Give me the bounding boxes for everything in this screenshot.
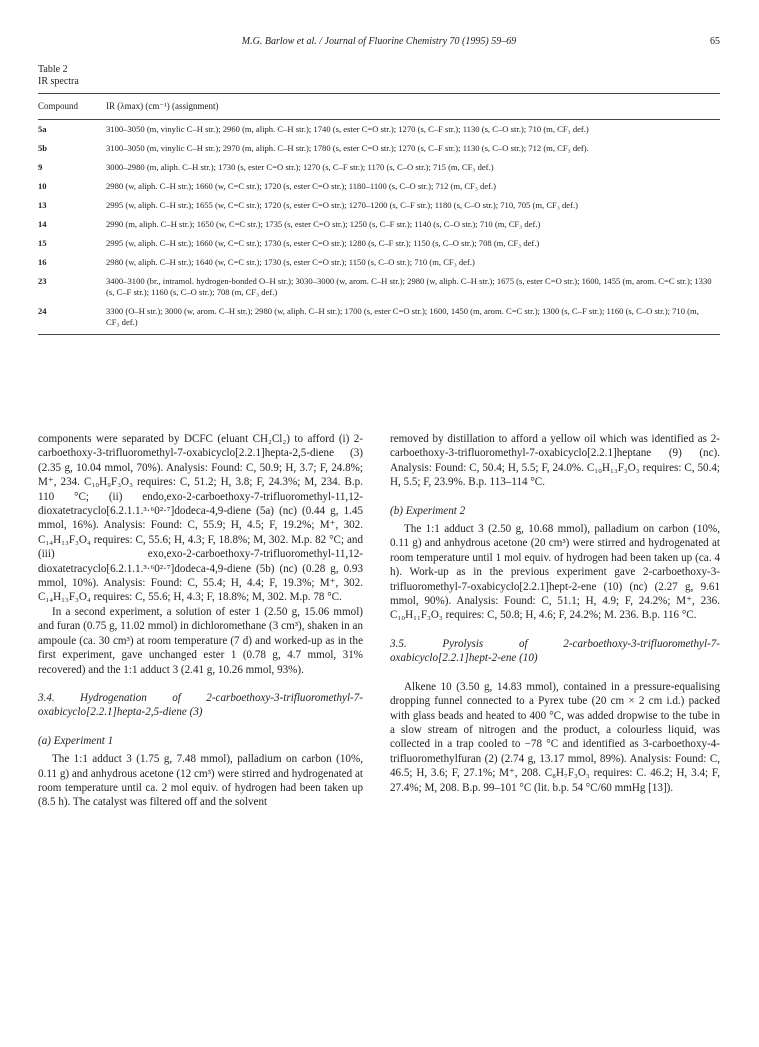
body-paragraph: removed by distillation to afford a yellow oil which was identified as 2-carboethoxy-3-trifluoromethyl-7-oxabicyclo[2.2.1]heptane (9) (nc). Analysis: Found: C, 50.4; H, 5.5; F, 24.0%. C₁₀H₁₃F₃O₃ requires: C, 50.4; H, 5.5; F, 23.9%. B.p. 113–114 °C.	[390, 433, 720, 489]
running-head	[38, 36, 720, 54]
table-label: Table 2	[38, 64, 68, 75]
right-column	[390, 432, 720, 795]
section-heading: 3.4. Hydrogenation of 2-carboethoxy-3-trifluoromethyl-7-oxabicyclo[2.2.1]hepta-2,5-diene (3)	[38, 691, 363, 719]
table-header-row	[38, 94, 720, 120]
compound-cell: 5b	[38, 143, 48, 153]
ir-cell: 2980 (w, aliph. C–H str.); 1660 (w, C=C str.); 1720 (s, ester C=O str.); 1180–1100 (s, C–O str.); 712 (m, CF₃ def.)	[106, 181, 497, 191]
ir-spectra-table	[38, 93, 720, 335]
compound-cell: 16	[38, 257, 47, 267]
table-row	[38, 158, 720, 177]
compound-cell: 14	[38, 219, 47, 229]
header-ir: IR (λmax) (cm⁻¹) (assignment)	[106, 94, 720, 120]
table-caption	[38, 64, 79, 88]
ir-cell: 2990 (m, aliph. C–H str.); 1650 (w, C=C str.); 1735 (s, ester C=O str.); 1250 (s, C–F str.); 1140 (s, C–O str.); 710 (m, CF₃ def.)	[106, 219, 541, 229]
compound-cell: 24	[38, 302, 106, 335]
compound-cell: 5a	[38, 124, 47, 134]
ir-cell: 2995 (w, aliph. C–H str.); 1655 (w, C=C str.); 1720 (s, ester C=O str.); 1270–1200 (s, C–F str.); 1180 (s, C–O str.); 710, 705 (m, CF₃ def.)	[106, 200, 578, 210]
table-row	[38, 234, 720, 253]
table-row	[38, 302, 720, 335]
section-heading: 3.5. Pyrolysis of 2-carboethoxy-3-trifluoromethyl-7-oxabicyclo[2.2.1]hept-2-ene (10)	[390, 637, 720, 665]
ir-cell: 3100–3050 (m, vinylic C–H str.); 2970 (m, aliph. C–H str.); 1780 (s, ester C=O str.); 1270 (s, C–F str.); 1130 (s, C–O str.); 712 (m, CF₃ def).	[106, 143, 589, 153]
ir-cell: 2995 (w, aliph. C–H str.); 1660 (w, C=C str.); 1730 (s, ester C=O str.); 1280 (s, C–F str.); 1150 (s, C–O str.); 708 (m, CF₃ def.)	[106, 238, 540, 248]
page-number: 65	[710, 36, 720, 47]
ir-cell: 3300 (O–H str.); 3000 (w, arom. C–H str.); 2980 (w, aliph. C–H str.); 1700 (s, ester C=O str.); 1600, 1450 (m, arom. C=C str.); 1300 (s, C–F str.); 1160 (s, C–O str.); 710 (m, CF₃ def.)	[106, 302, 720, 335]
left-column	[38, 432, 363, 810]
table-title: IR spectra	[38, 76, 79, 87]
ir-cell: 3400–3100 (br., intramol. hydrogen-bonded O–H str.); 3030–3000 (w, arom. C–H str.); 2980 (w, aliph. C–H str.); 1675 (s, ester C=O str.); 1600, 1455 (m, arom. C=C str.); 1330 (s, C–F str.); 1160 (s, C–O str.); 708 (m, CF₃ def.)	[106, 276, 712, 297]
running-head-title: M.G. Barlow et al. / Journal of Fluorine Chemistry 70 (1995) 59–69	[241, 36, 517, 47]
header-compound: Compound	[38, 94, 106, 120]
table-row	[38, 196, 720, 215]
compound-cell: 23	[38, 276, 47, 286]
table-row	[38, 139, 720, 158]
compound-cell: 9	[38, 162, 43, 172]
body-paragraph: The 1:1 adduct 3 (2.50 g, 10.68 mmol), palladium on carbon (10%, 0.11 g) and anhydrous acetone (20 cm³) were stirred and hydrogenated at room temperature until 1 mol equiv. of hydrogen had been taken up (ca. 4 h). Work-up as in the previous experiment gave 2-carboethoxy-3-trifluoromethyl-7-oxabicyclo[2.2.1]hept-2-ene (10) (nc) (2.27 g, 9.61 mmol, 90%). Analysis: Found: C, 51.1; H, 4.9; F, 24.2%; M⁺, 236. C₁₀H₁₁F₃O₃ requires: C, 50.8; H, 4.6; F, 24.2%; M. 236. B.p. 116 °C.	[390, 523, 720, 622]
table-row	[38, 253, 720, 272]
compound-cell: 13	[38, 200, 47, 210]
ir-cell: 3000–2980 (m, aliph. C–H str.); 1730 (s, ester C=O str.); 1270 (s, C–F str.); 1170 (s, C–O str.); 715 (m, CF₃ def.)	[106, 162, 494, 172]
table-row	[38, 120, 720, 140]
body-paragraph: components were separated by DCFC (eluant CH₂Cl₂) to afford (i) 2-carboethoxy-3-trifluoromethyl-7-oxabicyclo[2.2.1]hepta-2,5-diene (3) (2.35 g, 10.04 mmol, 70%). Analysis: Found: C, 50.9; H, 3.7; F, 24.8%; M⁺, 234. C₁₀H₉F₃O₃ requires: C, 51.2; H, 3.8; F, 24.3%; M, 234. B.p. 110 °C; (ii) endo,exo-2-carboethoxy-7-trifluoromethyl-11,12-dioxatetracyclo[6.2.1.1.³·⁶0²·⁷]dodeca-4,9-diene (5a) (nc) (0.44 g, 1.45 mmol, 16%). Analysis: Found: C, 55.9; H, 4.5; F, 19.2%; M⁺, 302. C₁₄H₁₃F₃O₄ requires: C, 55.6; H, 4.3; F, 18.8%; M, 302. M.p. 82 °C; and (iii) exo,exo-2-carboethoxy-7-trifluoromethyl-11,12-dioxatetracyclo[6.2.1.1.³·⁶0²·⁷]dodeca-4,9-diene (5b) (nc) (0.28 g, 0.93 mmol, 10%). Analysis: Found: C, 55.4; H, 4.4; F, 19.3%; M⁺, 302. C₁₄H₁₃F₃O₄ requires: C, 55.6; H, 4.3; F, 18.8%; M, 302. M.p. 78 °C.	[38, 433, 363, 604]
ir-cell: 2980 (w, aliph. C–H str.); 1640 (w, C=C str.); 1730 (s, ester C=O str.); 1150 (s, C–O str.); 710 (m, CF₃ def.)	[106, 257, 475, 267]
compound-cell: 10	[38, 181, 47, 191]
ir-cell: 3100–3050 (m, vinylic C–H str.); 2960 (m, aliph. C–H str.); 1740 (s, ester C=O str.); 1270 (s, C–F str.); 1130 (s, C–O str.); 710 (m, CF₃ def.)	[106, 124, 589, 134]
table-row	[38, 177, 720, 196]
subsection-heading: (b) Experiment 2	[390, 504, 466, 517]
subsection-heading: (a) Experiment 1	[38, 734, 114, 747]
compound-cell: 15	[38, 238, 47, 248]
table-row	[38, 215, 720, 234]
table-row	[38, 272, 720, 302]
body-paragraph: In a second experiment, a solution of ester 1 (2.50 g, 15.06 mmol) and furan (0.75 g, 11.02 mmol) in dichloromethane (3 cm³), shaken in an ampoule (ca. 30 cm³) at room temperature (7 d) and worked-up as in the first experiment, gave unchanged ester 1 (0.78 g, 4.7 mmol, 31% recovered) and the 1:1 adduct 3 (2.41 g, 10.26 mmol, 93%).	[38, 605, 363, 676]
body-paragraph: Alkene 10 (3.50 g, 14.83 mmol), contained in a pressure-equalising dropping funnel connected to a Pyrex tube (20 cm × 2 cm i.d.) packed with glass beads and heated to 400 °C, was added dropwise to the tube in a slow stream of nitrogen and the product, a colourless liquid, was collected in a trap cooled to −78 °C and identified as 3-carboethoxy-4-trifluoromethylfuran (2) (2.74 g, 13.17 mmol, 89%). Analysis: Found: C, 46.5; H, 3.6; F, 27.1%; M⁺, 208. C₈H₇F₃O₃ requires: C. 46.2; H, 3.4; F, 27.4%; M, 208. B.p. 99–101 °C (lit. b.p. 54 °C/60 mmHg [13]).	[390, 680, 720, 794]
body-paragraph: The 1:1 adduct 3 (1.75 g, 7.48 mmol), palladium on carbon (10%, 0.11 g) and anhydrous acetone (12 cm³) were stirred and hydrogenated at room temperature until ca. 2 mol equiv. of hydrogen had been taken up (8.5 h). The catalyst was filtered off and the solvent	[38, 753, 363, 809]
